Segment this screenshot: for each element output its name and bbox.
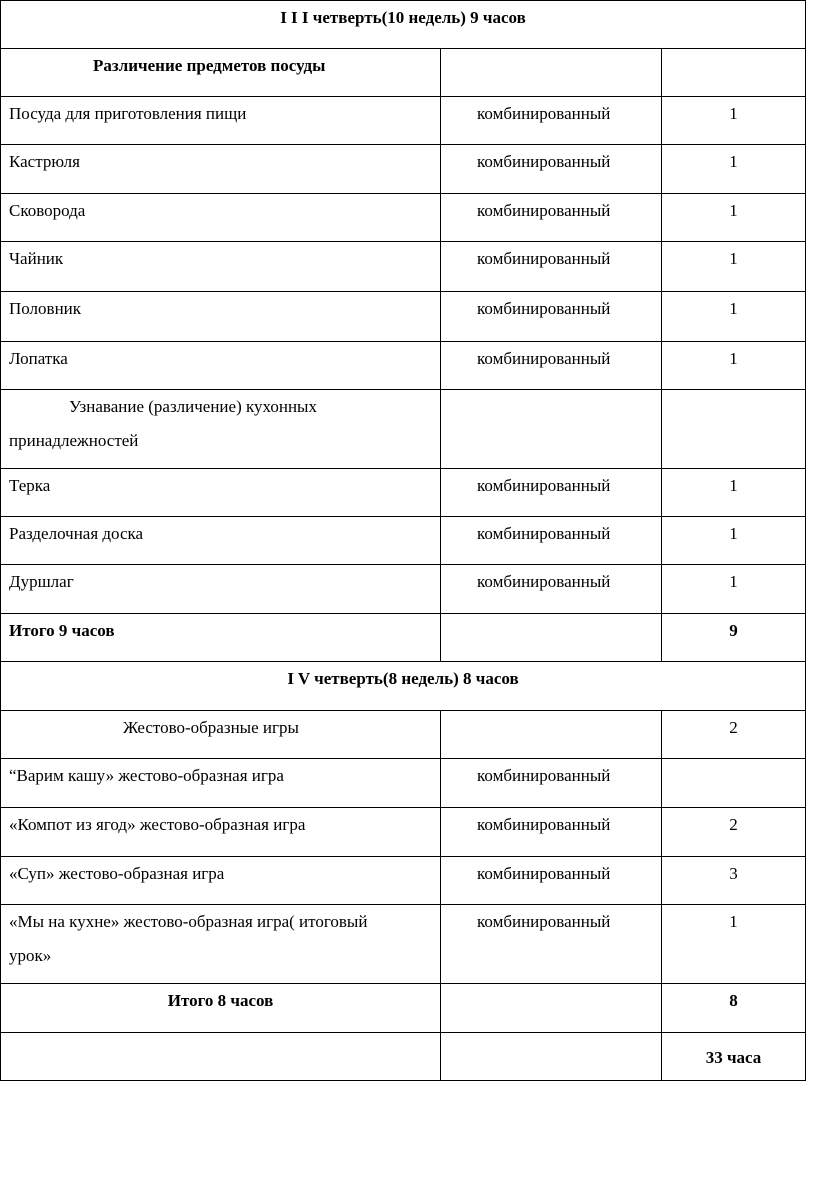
empty-cell [441,390,662,469]
quarter-4-header: I V четверть(8 недель) 8 часов [1,662,806,711]
section-title: Жестово-образные игры [1,711,441,759]
section-title-line1: Узнавание (различение) кухонных [69,397,317,416]
lesson-name: «Компот из ягод» жестово-образная игра [1,808,441,857]
empty-cell [662,49,806,97]
lesson-hours [662,759,806,808]
section-title [1,390,441,469]
lesson-name: Лопатка [1,342,441,390]
lesson-hours: 1 [662,905,806,984]
lesson-name: Дуршлаг [1,565,441,614]
table-row [1,145,806,194]
lesson-name: Разделочная доска [1,517,441,565]
table-row [1,565,806,614]
grand-total-row [1,1033,806,1081]
lesson-hours: 3 [662,857,806,905]
section-title-line2: принадлежностей [9,431,139,450]
table-row [1,759,806,808]
lesson-name: Чайник [1,242,441,292]
table-row [1,292,806,342]
quarter-3-header-row [1,1,806,49]
lesson-name-line1: «Мы на кухне» жестово-образная игра( итоговый [9,912,368,931]
lesson-hours: 2 [662,808,806,857]
total-value: 8 [662,984,806,1033]
lesson-name: Кастрюля [1,145,441,194]
quarter-4-header-row [1,662,806,711]
lesson-name-line2: урок» [9,946,52,965]
lesson-hours: 1 [662,145,806,194]
total-label: Итого 9 часов [1,614,441,662]
lesson-hours: 1 [662,292,806,342]
empty-cell [441,984,662,1033]
total-label: Итого 8 часов [1,984,441,1033]
grand-total: 33 часа [662,1033,806,1081]
lesson-hours: 1 [662,242,806,292]
lesson-type: комбинированный [441,517,662,565]
table-row [1,857,806,905]
total-value: 9 [662,614,806,662]
lesson-type: комбинированный [441,194,662,242]
lesson-type: комбинированный [441,905,662,984]
lesson-name [1,905,441,984]
lesson-type: комбинированный [441,759,662,808]
table-row [1,469,806,517]
lesson-type: комбинированный [441,292,662,342]
lesson-hours: 1 [662,565,806,614]
lesson-name: Терка [1,469,441,517]
table-row [1,242,806,292]
table-row [1,808,806,857]
lesson-type: комбинированный [441,97,662,145]
lesson-name: Сковорода [1,194,441,242]
lesson-name: “Варим кашу» жестово-образная игра [1,759,441,808]
table-row [1,97,806,145]
lesson-hours: 1 [662,97,806,145]
lesson-hours: 1 [662,517,806,565]
lesson-hours: 1 [662,194,806,242]
lesson-hours: 1 [662,469,806,517]
lesson-hours: 1 [662,342,806,390]
lesson-type: комбинированный [441,565,662,614]
section-row [1,49,806,97]
lesson-name: «Суп» жестово-образная игра [1,857,441,905]
section-row [1,390,806,469]
empty-cell [441,1033,662,1081]
lesson-type: комбинированный [441,469,662,517]
table-row [1,517,806,565]
empty-cell [441,711,662,759]
lesson-type: комбинированный [441,857,662,905]
lesson-type: комбинированный [441,145,662,194]
section-row [1,711,806,759]
empty-cell [441,614,662,662]
lesson-type: комбинированный [441,342,662,390]
section-title: Различение предметов посуды [1,49,441,97]
quarter-3-header: I I I четверть(10 недель) 9 часов [1,1,806,49]
table-row [1,342,806,390]
lesson-name: Половник [1,292,441,342]
total-row [1,984,806,1033]
section-hours: 2 [662,711,806,759]
total-row [1,614,806,662]
lesson-name: Посуда для приготовления пищи [1,97,441,145]
lesson-type: комбинированный [441,808,662,857]
empty-cell [662,390,806,469]
empty-cell [441,49,662,97]
lesson-type: комбинированный [441,242,662,292]
empty-cell [1,1033,441,1081]
table-row [1,194,806,242]
table-row [1,905,806,984]
